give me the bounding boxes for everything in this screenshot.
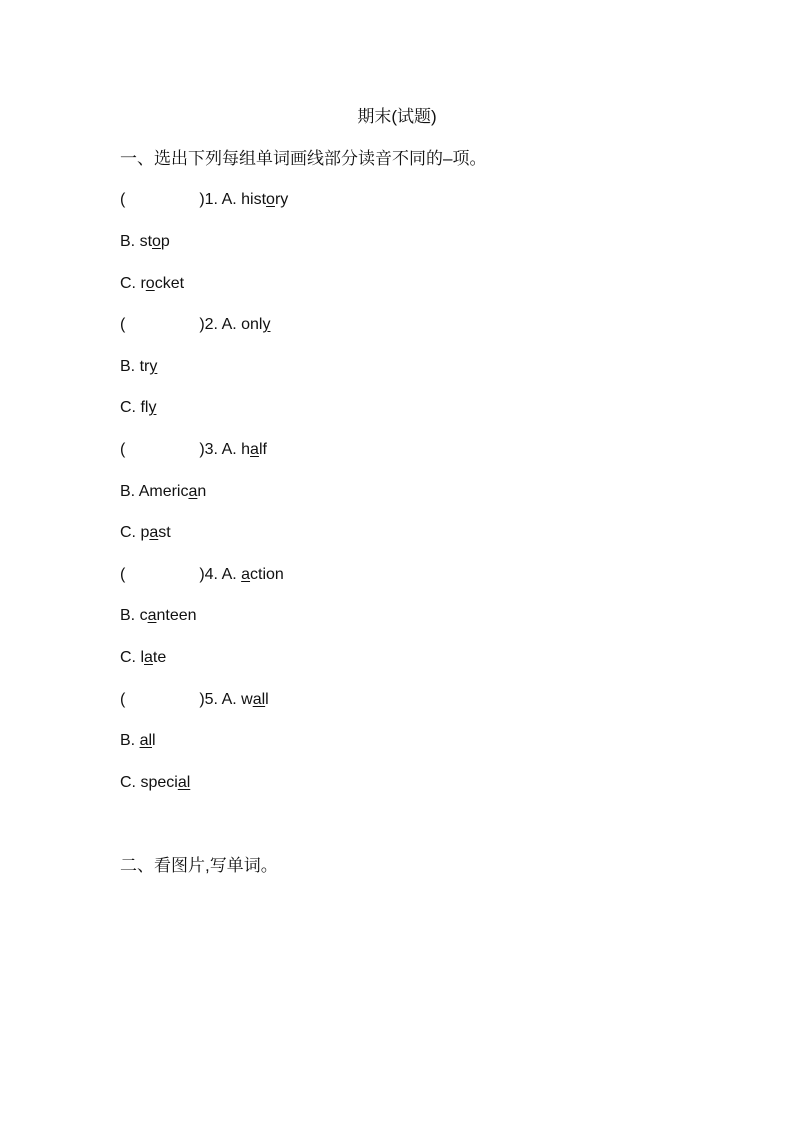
question-2-option-c: C. fly <box>120 399 157 416</box>
section-2-heading: 二、看图片,写单词。 <box>120 856 278 875</box>
underlined-letters: a <box>188 483 198 500</box>
question-5-line: ( )5. A. wall <box>120 691 269 708</box>
underlined-letters: o <box>145 275 155 292</box>
underlined-letters: a <box>149 524 159 541</box>
section-1-heading: 一、选出下列每组单词画线部分读音不同的–项。 <box>120 149 487 168</box>
question-5-option-b: B. all <box>120 732 156 749</box>
underlined-letters: y <box>148 399 157 416</box>
question-2-line: ( )2. A. only <box>120 316 271 333</box>
underlined-letters: al <box>177 774 191 791</box>
underlined-letters: o <box>152 233 161 250</box>
underlined-letters: al <box>252 691 266 708</box>
underlined-letters: o <box>266 191 275 208</box>
underlined-letters: a <box>147 607 157 624</box>
underlined-letters: a <box>241 566 251 583</box>
question-5-option-c: C. special <box>120 774 191 791</box>
underlined-letters: al <box>139 732 153 749</box>
question-3-option-b: B. American <box>120 483 207 500</box>
underlined-letters: a <box>250 441 259 458</box>
page-title: 期末(试题) <box>357 107 437 126</box>
underlined-letters: y <box>262 316 271 333</box>
question-3-option-c: C. past <box>120 524 171 541</box>
question-1-option-c: C. rocket <box>120 275 185 292</box>
question-2-option-b: B. try <box>120 358 158 375</box>
underlined-letters: y <box>149 358 158 375</box>
question-4-line: ( )4. A. action <box>120 566 284 583</box>
question-4-option-c: C. late <box>120 649 167 666</box>
question-3-line: ( )3. A. half <box>120 441 267 458</box>
question-4-option-b: B. canteen <box>120 607 197 624</box>
question-1-option-b: B. stop <box>120 233 170 250</box>
question-1-line: ( )1. A. history <box>120 191 289 208</box>
underlined-letters: a <box>144 649 153 666</box>
